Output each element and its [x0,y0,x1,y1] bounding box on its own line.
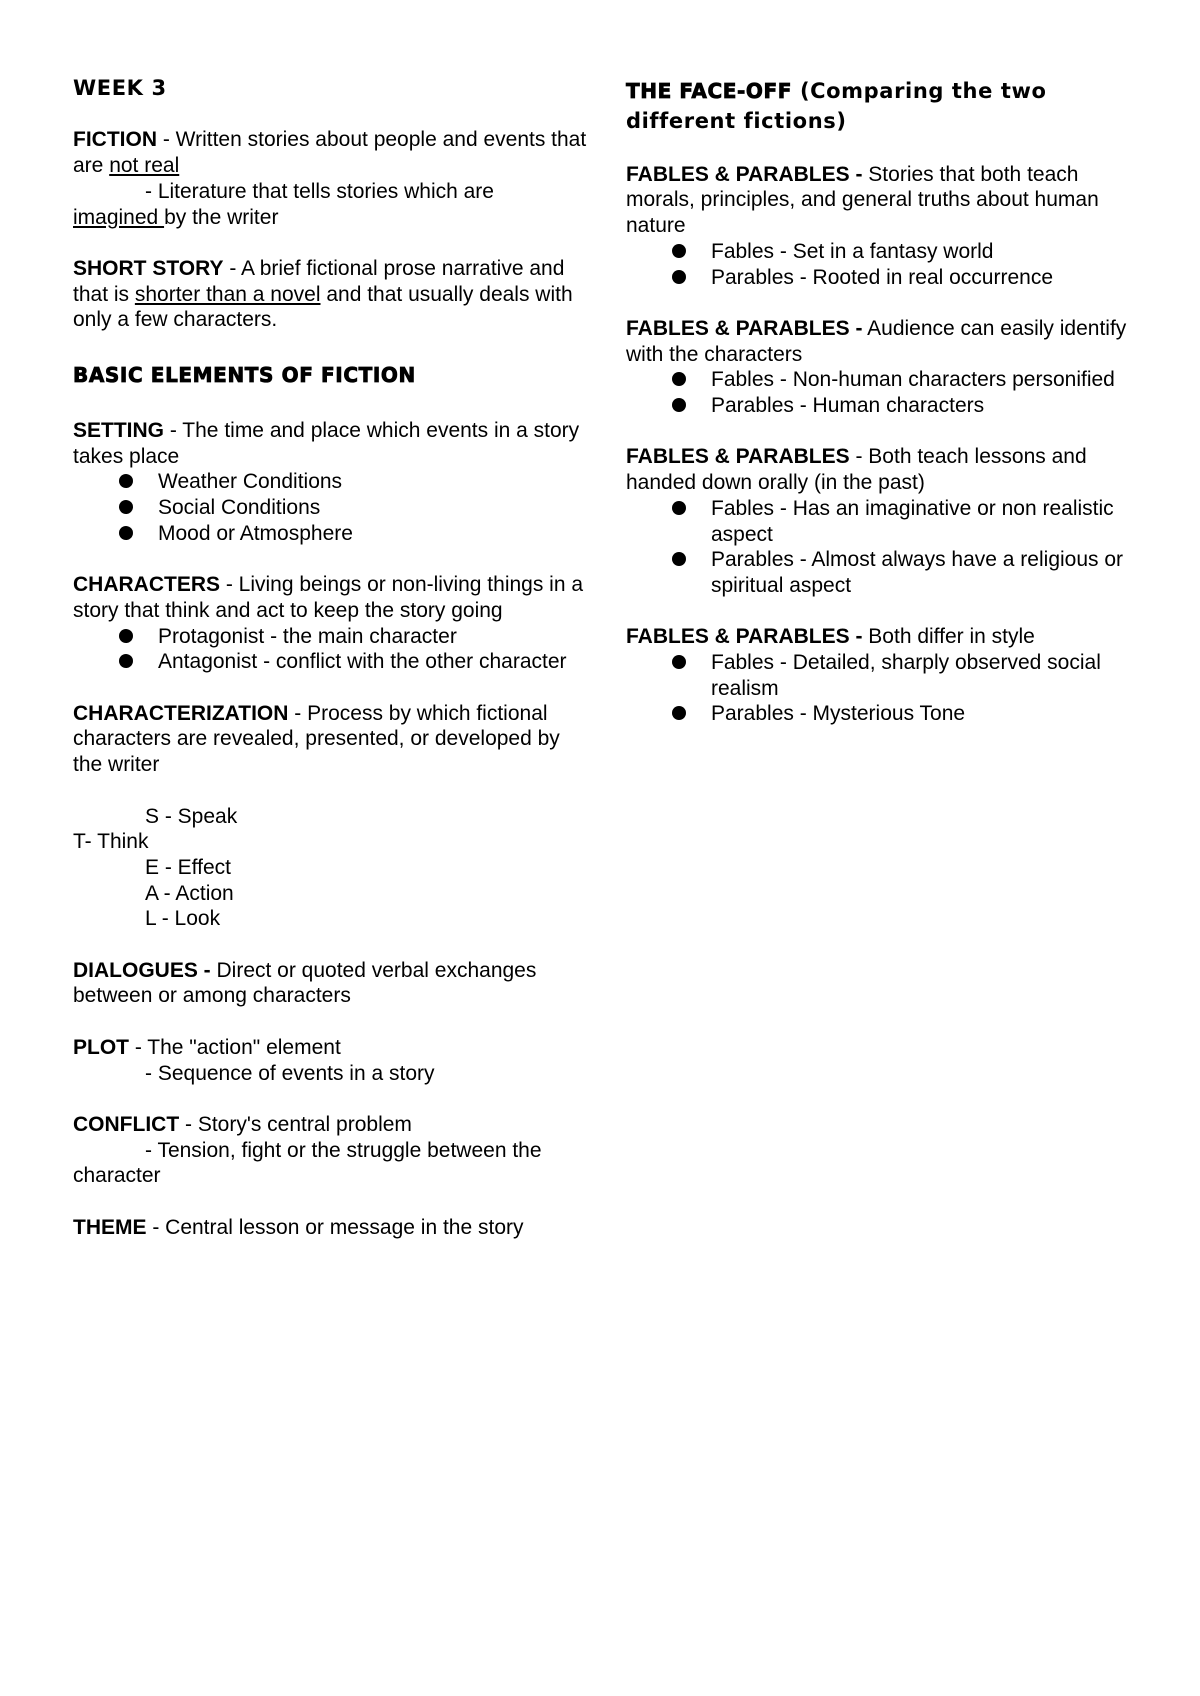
bullet-icon [119,629,133,643]
list-item: Protagonist - the main character [73,624,593,650]
list-item: Antagonist - conflict with the other character [73,649,593,675]
setting-term: SETTING [73,419,165,443]
comparison-list [626,239,1146,290]
bullet-icon [672,655,686,669]
steal-item: E - Effect [145,855,231,879]
bullet-icon [119,654,133,668]
plot-term: PLOT [73,1035,129,1059]
right-column [626,76,1146,727]
list-item: Parables - Mysterious Tone [626,701,1146,727]
comparison-definition: FABLES & PARABLES - Audience can easily identify with the characters [626,316,1127,366]
comparison-term: FABLES & PARABLES - [626,316,863,340]
bullet-icon [672,372,686,386]
face-off-title: THE FACE-OFF [626,79,793,103]
list-item: Parables - Human characters [626,393,1146,419]
bullet-icon [119,526,133,540]
characters-list [73,624,593,675]
steal-item: A - Action [145,881,234,905]
steal-item: L - Look [145,907,221,931]
theme-term: THEME [73,1215,147,1239]
list-item: Weather Conditions [73,469,593,495]
list-item: Fables - Set in a fantasy world [626,239,1146,265]
bullet-icon [672,552,686,566]
list-item: Fables - Detailed, sharply observed social realism [626,650,1146,701]
comparison-definition: FABLES & PARABLES - Stories that both teach morals, principles, and general truths about human nature [626,162,1099,238]
conflict-definition-2: - Tension, fight or the struggle between the character [73,1138,542,1188]
fiction-term: FICTION [73,128,157,152]
basic-elements-heading: BASIC ELEMENTS OF FICTION [73,362,416,387]
characterization-term: CHARACTERIZATION [73,701,289,725]
comparison-term: FABLES & PARABLES [626,445,850,469]
comparison-definition: FABLES & PARABLES - Both teach lessons and handed down orally (in the past) [626,445,1087,495]
plot-definition-2: - Sequence of events in a story [145,1061,435,1085]
bullet-icon [672,706,686,720]
list-item: Parables - Rooted in real occurrence [626,265,1146,291]
week-heading: WEEK 3 [73,76,167,100]
short-story-term: SHORT STORY [73,256,224,280]
conflict-term: CONFLICT [73,1112,180,1136]
bullet-icon [672,270,686,284]
comparison-definition: FABLES & PARABLES - Both differ in style [626,625,1035,649]
conflict-definition: CONFLICT - Story's central problem [73,1112,412,1136]
bullet-icon [672,244,686,258]
list-item: Fables - Has an imaginative or non realistic aspect [626,496,1146,547]
left-column [73,76,593,1240]
setting-list [73,469,593,546]
comparison-list [626,650,1146,727]
bullet-icon [672,398,686,412]
bullet-icon [119,474,133,488]
list-item: Parables - Almost always have a religious or spiritual aspect [626,547,1146,598]
comparison-term: FABLES & PARABLES - [626,162,863,186]
fiction-definition: FICTION - Written stories about people and events that are not real [73,128,587,178]
face-off-subtitle: (Comparing the two different fictions) [626,79,1047,133]
comparison-term: FABLES & PARABLES - [626,625,863,649]
fiction-definition-2-cont: imagined by the writer [73,205,279,229]
list-item: Mood or Atmosphere [73,521,593,547]
face-off-heading [626,76,1146,136]
list-item: Social Conditions [73,495,593,521]
dialogues-definition: DIALOGUES - Direct or quoted verbal exchanges between or among characters [73,958,537,1008]
bullet-icon [672,501,686,515]
fiction-definition-2: - Literature that tells stories which are [145,179,494,203]
comparison-list [626,496,1146,599]
characters-definition: CHARACTERS - Living beings or non-living things in a story that think and act to keep the story going [73,573,584,622]
bullet-icon [119,500,133,514]
list-item: Fables - Non-human characters personified [626,367,1146,393]
characters-term: CHARACTERS [73,573,220,597]
comparison-list [626,367,1146,418]
dialogues-term: DIALOGUES - [73,958,211,982]
theme-definition: THEME - Central lesson or message in the story [73,1215,524,1239]
characterization-definition: CHARACTERIZATION - Process by which fictional characters are revealed, presented, or developed by the writer [73,701,560,777]
short-story-definition: SHORT STORY - A brief fictional prose narrative and that is shorter than a novel and that usually deals with only a few characters. [73,256,573,332]
steal-item: S - Speak [145,804,238,828]
setting-definition: SETTING - The time and place which events in a story takes place [73,419,580,468]
steal-item: T- Think [73,830,149,854]
plot-definition: PLOT - The "action" element [73,1035,341,1059]
